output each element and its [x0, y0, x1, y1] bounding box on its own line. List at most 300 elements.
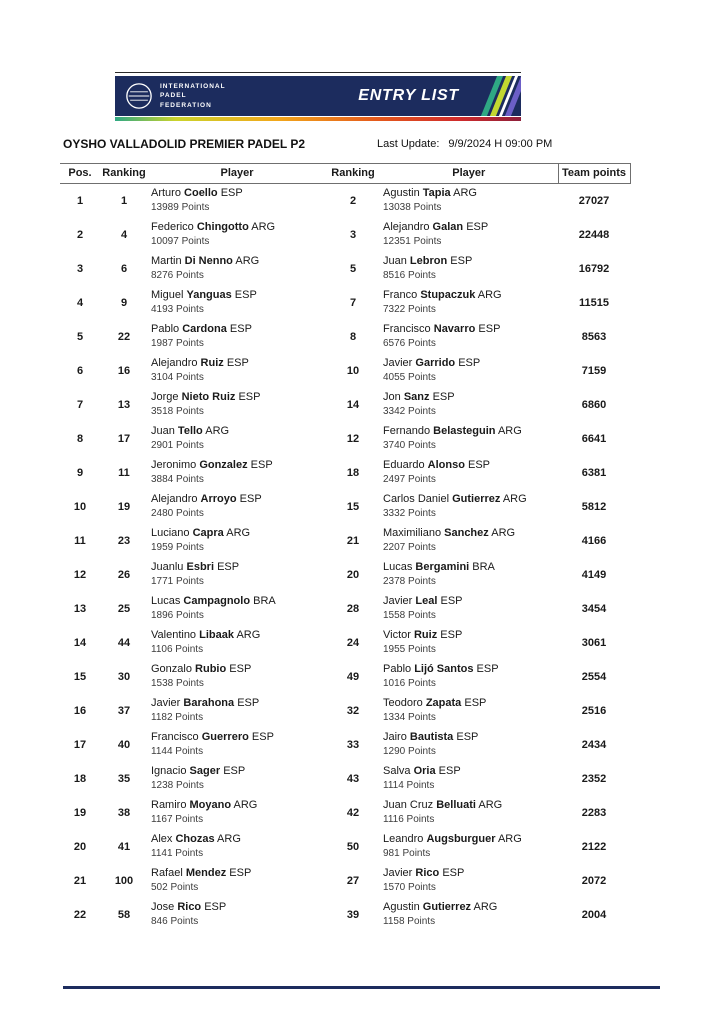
player-name: [383, 561, 558, 574]
player-first-name: Miguel: [151, 289, 184, 301]
ranking-cell-1: 1: [120, 194, 128, 207]
team-points-cell: 11515: [579, 296, 609, 309]
team-points-cell: 27027: [578, 194, 610, 207]
table-row: [60, 490, 630, 524]
player-points: 502 Points: [151, 882, 199, 893]
player-first-name: Javier: [383, 357, 413, 369]
ranking-cell-2: 50: [346, 840, 360, 853]
player-cell-1: [148, 456, 326, 490]
team-points-cell: 2352: [581, 772, 607, 785]
player-last-name: Chingotto: [196, 221, 249, 233]
player-cell-2: [380, 184, 558, 219]
player-first-name: Fernando: [383, 425, 431, 437]
team-points-cell: 2554: [581, 670, 607, 683]
team-points-cell: 16792: [578, 262, 610, 275]
player-cell-2: [380, 422, 558, 456]
player-cell-1: [148, 524, 326, 558]
player-country: ESP: [440, 595, 463, 607]
table-row: [60, 524, 630, 558]
logo-line-3: FEDERATION: [160, 101, 212, 109]
player-cell-2: [380, 898, 558, 932]
last-update: [377, 138, 552, 150]
player-last-name: Chozas: [175, 833, 215, 845]
table-row: [60, 830, 630, 864]
ranking-cell-1: 40: [117, 738, 131, 751]
player-name: [383, 867, 558, 880]
player-cell-2: [380, 626, 558, 660]
player-country: ARG: [236, 629, 261, 641]
player-first-name: Carlos Daniel: [383, 493, 450, 505]
player-country: ARG: [497, 425, 522, 437]
player-last-name: Belasteguin: [433, 425, 496, 437]
player-cell-1: [148, 388, 326, 422]
player-first-name: Juan: [383, 255, 407, 267]
header-player-1: Player: [148, 164, 326, 184]
ranking-cell-1: 16: [117, 364, 131, 377]
team-points-cell: 3061: [581, 636, 607, 649]
ipf-logo-text: [160, 82, 226, 110]
player-cell-1: [148, 694, 326, 728]
player-country: ESP: [220, 187, 243, 199]
player-last-name: Coello: [184, 187, 218, 199]
table-row: [60, 252, 630, 286]
player-cell-2: [380, 830, 558, 864]
player-cell-1: [148, 286, 326, 320]
position-cell: 2: [76, 228, 84, 241]
player-last-name: Di Nenno: [184, 255, 233, 267]
table-row: [60, 796, 630, 830]
table-row: [60, 660, 630, 694]
player-last-name: Nieto Ruiz: [181, 391, 236, 403]
team-points-cell: 7159: [581, 364, 607, 377]
player-points: 1116 Points: [383, 814, 435, 825]
player-points: 1114 Points: [383, 780, 435, 791]
entry-table-header: [60, 164, 630, 184]
player-name: [383, 425, 558, 438]
player-first-name: Pablo: [383, 663, 412, 675]
player-country: ESP: [238, 391, 261, 403]
player-last-name: Bautista: [409, 731, 454, 743]
globe-icon: [125, 82, 153, 110]
player-name: [383, 187, 558, 200]
team-points-cell: 6641: [581, 432, 607, 445]
player-points: 8516 Points: [383, 270, 436, 281]
team-points-cell: 5812: [581, 500, 607, 513]
player-first-name: Agustin: [383, 901, 420, 913]
player-name: [151, 221, 326, 234]
ranking-cell-1: 13: [117, 398, 131, 411]
table-row: [60, 626, 630, 660]
player-last-name: Navarro: [433, 323, 476, 335]
player-country: ESP: [476, 663, 499, 675]
player-first-name: Franco: [383, 289, 418, 301]
player-name: [151, 731, 326, 744]
tournament-title: OYSHO VALLADOLID PREMIER PADEL P2: [63, 137, 306, 151]
team-points-cell: 6860: [581, 398, 607, 411]
player-name: [151, 867, 326, 880]
player-cell-1: [148, 320, 326, 354]
player-last-name: Lebron: [409, 255, 448, 267]
player-country: ARG: [453, 187, 477, 199]
player-points: 1144 Points: [151, 746, 204, 757]
player-points: 1141 Points: [151, 848, 204, 859]
player-first-name: Eduardo: [383, 459, 425, 471]
ranking-cell-2: 42: [346, 806, 360, 819]
player-points: 3104 Points: [151, 372, 204, 383]
header-ranking-2: Ranking: [326, 164, 380, 184]
player-country: ARG: [473, 901, 498, 913]
player-first-name: Leandro: [383, 833, 424, 845]
ranking-cell-2: 28: [346, 602, 360, 615]
player-cell-1: [148, 660, 326, 694]
player-country: ESP: [237, 697, 260, 709]
position-cell: 11: [74, 534, 86, 547]
ranking-cell-2: 24: [346, 636, 360, 649]
player-name: [151, 663, 326, 676]
player-points: 1182 Points: [151, 712, 204, 723]
player-last-name: Campagnolo: [183, 595, 251, 607]
ranking-cell-1: 9: [120, 296, 128, 309]
player-points: 981 Points: [383, 848, 431, 859]
ranking-cell-2: 33: [346, 738, 360, 751]
position-cell: 6: [76, 364, 84, 377]
player-first-name: Francisco: [151, 731, 199, 743]
team-points-cell: 2434: [581, 738, 607, 751]
player-name: [383, 527, 558, 540]
player-first-name: Teodoro: [383, 697, 423, 709]
player-points: 7322 Points: [383, 304, 436, 315]
ranking-cell-1: 23: [117, 534, 131, 547]
player-cell-1: [148, 558, 326, 592]
player-country: ARG: [226, 527, 251, 539]
player-points: 1158 Points: [383, 916, 436, 927]
player-points: 846 Points: [151, 916, 199, 927]
player-name: [383, 493, 558, 506]
player-cell-1: [148, 218, 326, 252]
player-cell-2: [380, 728, 558, 762]
player-name: [383, 357, 558, 370]
ranking-cell-1: 25: [117, 602, 131, 615]
position-cell: 3: [76, 262, 84, 275]
player-last-name: Galan: [432, 221, 464, 233]
ranking-cell-1: 44: [117, 636, 131, 649]
player-points: 1959 Points: [151, 542, 204, 553]
table-row: [60, 218, 630, 252]
table-row: [60, 388, 630, 422]
player-cell-2: [380, 796, 558, 830]
table-row: [60, 762, 630, 796]
player-name: [151, 255, 326, 268]
player-name: [383, 391, 558, 404]
player-last-name: Libaak: [199, 629, 234, 641]
player-first-name: Lucas: [151, 595, 181, 607]
player-last-name: Alonso: [427, 459, 465, 471]
player-name: [151, 187, 326, 200]
player-name: [151, 289, 326, 302]
player-name: [151, 629, 326, 642]
player-points: 12351 Points: [383, 236, 442, 247]
player-points: 13038 Points: [383, 202, 442, 213]
player-first-name: Lucas: [383, 561, 413, 573]
player-country: ARG: [477, 289, 502, 301]
player-points: 2480 Points: [151, 508, 204, 519]
player-points: 1896 Points: [151, 610, 204, 621]
player-country: ESP: [229, 663, 252, 675]
player-country: BRA: [472, 561, 495, 573]
player-points: 3518 Points: [151, 406, 204, 417]
player-last-name: Bergamini: [415, 561, 470, 573]
team-points-cell: 2072: [581, 874, 607, 887]
player-country: ESP: [466, 221, 489, 233]
team-points-cell: 8563: [581, 330, 607, 343]
player-cell-1: [148, 898, 326, 932]
player-name: [383, 289, 558, 302]
player-last-name: Tello: [177, 425, 203, 437]
table-row: [60, 286, 630, 320]
table-row: [60, 558, 630, 592]
player-points: 2497 Points: [383, 474, 436, 485]
player-first-name: Javier: [383, 595, 413, 607]
player-last-name: Rubio: [195, 663, 227, 675]
ranking-cell-1: 11: [118, 466, 130, 479]
player-name: [383, 833, 558, 846]
player-points: 1987 Points: [151, 338, 204, 349]
player-cell-2: [380, 694, 558, 728]
player-last-name: Moyano: [189, 799, 232, 811]
entry-rows: [60, 184, 630, 933]
position-cell: 15: [73, 670, 87, 683]
bottom-rule: [63, 986, 660, 989]
player-name: [151, 357, 326, 370]
player-name: [383, 459, 558, 472]
ranking-cell-1: 41: [117, 840, 131, 853]
player-first-name: Juan: [151, 425, 175, 437]
table-row: [60, 898, 630, 932]
player-country: ESP: [468, 459, 491, 471]
player-country: ESP: [223, 765, 246, 777]
player-cell-1: [148, 626, 326, 660]
player-cell-2: [380, 524, 558, 558]
player-cell-1: [148, 184, 326, 219]
player-name: [383, 765, 558, 778]
player-cell-2: [380, 354, 558, 388]
player-last-name: Cardona: [182, 323, 227, 335]
player-name: [383, 221, 558, 234]
ranking-cell-2: 7: [349, 296, 357, 309]
ipf-logo: [125, 82, 226, 110]
ranking-cell-2: 2: [349, 194, 357, 207]
player-first-name: Luciano: [151, 527, 190, 539]
player-country: ESP: [226, 357, 249, 369]
player-last-name: Augsburguer: [426, 833, 496, 845]
player-name: [383, 595, 558, 608]
table-row: [60, 456, 630, 490]
player-country: ESP: [204, 901, 227, 913]
header-ranking-1: Ranking: [100, 164, 148, 184]
player-points: 1538 Points: [151, 678, 204, 689]
player-country: ARG: [251, 221, 276, 233]
player-country: ARG: [233, 799, 258, 811]
player-last-name: Stupaczuk: [420, 289, 476, 301]
player-cell-1: [148, 490, 326, 524]
player-last-name: Ruiz: [200, 357, 224, 369]
table-row: [60, 694, 630, 728]
player-last-name: Oria: [413, 765, 436, 777]
player-cell-2: [380, 320, 558, 354]
header-pos: Pos.: [60, 164, 100, 184]
player-country: ESP: [478, 323, 501, 335]
player-name: [383, 663, 558, 676]
position-cell: 21: [73, 874, 87, 887]
player-name: [151, 765, 326, 778]
player-last-name: Ruiz: [413, 629, 438, 641]
banner-color-strip: [115, 117, 521, 121]
player-points: 2901 Points: [151, 440, 204, 451]
entry-table: [60, 163, 631, 932]
ranking-cell-1: 38: [117, 806, 131, 819]
team-points-cell: 2004: [581, 908, 607, 921]
player-country: ESP: [229, 323, 252, 335]
ranking-cell-2: 20: [346, 568, 360, 581]
player-last-name: Capra: [192, 527, 224, 539]
player-name: [151, 425, 326, 438]
player-cell-1: [148, 592, 326, 626]
player-name: [151, 833, 326, 846]
team-points-cell: 22448: [578, 228, 610, 241]
player-name: [151, 561, 326, 574]
player-first-name: Victor: [383, 629, 411, 641]
player-country: ARG: [491, 527, 516, 539]
player-cell-1: [148, 864, 326, 898]
ranking-cell-2: 39: [346, 908, 360, 921]
player-last-name: Leal: [415, 595, 438, 607]
player-name: [151, 595, 326, 608]
ranking-cell-1: 30: [117, 670, 131, 683]
player-points: 1016 Points: [383, 678, 436, 689]
logo-line-2: PADEL: [160, 92, 187, 100]
player-cell-1: [148, 728, 326, 762]
player-name: [383, 255, 558, 268]
ranking-cell-2: 3: [349, 228, 357, 241]
player-name: [151, 527, 326, 540]
ranking-cell-2: 18: [346, 466, 360, 479]
player-points: 3342 Points: [383, 406, 436, 417]
player-last-name: Belluati: [436, 799, 476, 811]
player-name: [151, 697, 326, 710]
player-first-name: Javier: [383, 867, 413, 879]
position-cell: 14: [73, 636, 87, 649]
player-points: 8276 Points: [151, 270, 204, 281]
player-points: 1238 Points: [151, 780, 204, 791]
player-cell-2: [380, 218, 558, 252]
player-last-name: Yanguas: [186, 289, 232, 301]
player-points: 2207 Points: [383, 542, 436, 553]
player-points: 3332 Points: [383, 508, 436, 519]
last-update-value: 9/9/2024 H 09:00 PM: [448, 138, 553, 150]
ranking-cell-2: 21: [346, 534, 360, 547]
player-last-name: Lijó Santos: [414, 663, 474, 675]
player-first-name: Jorge: [151, 391, 179, 403]
player-first-name: Juanlu: [151, 561, 184, 573]
player-name: [151, 391, 326, 404]
position-cell: 7: [76, 398, 84, 411]
table-row: [60, 184, 630, 219]
player-name: [151, 459, 326, 472]
player-cell-2: [380, 456, 558, 490]
team-points-cell: 2283: [581, 806, 607, 819]
player-points: 1955 Points: [383, 644, 436, 655]
player-country: ESP: [458, 357, 481, 369]
player-country: ARG: [205, 425, 230, 437]
player-points: 10097 Points: [151, 236, 210, 247]
player-first-name: Maximiliano: [383, 527, 442, 539]
player-cell-2: [380, 252, 558, 286]
player-last-name: Sager: [189, 765, 221, 777]
team-points-cell: 2516: [581, 704, 607, 717]
player-points: 1167 Points: [151, 814, 204, 825]
ranking-cell-2: 8: [349, 330, 357, 343]
player-points: 1106 Points: [151, 644, 204, 655]
table-row: [60, 592, 630, 626]
player-cell-1: [148, 796, 326, 830]
player-first-name: Ignacio: [151, 765, 187, 777]
player-name: [383, 629, 558, 642]
ranking-cell-2: 10: [346, 364, 360, 377]
player-country: ESP: [229, 867, 252, 879]
ranking-cell-2: 27: [346, 874, 360, 887]
player-name: [383, 323, 558, 336]
player-first-name: Pablo: [151, 323, 180, 335]
team-points-cell: 4149: [581, 568, 607, 581]
ranking-cell-1: 22: [117, 330, 131, 343]
player-first-name: Alejandro: [151, 357, 198, 369]
player-cell-1: [148, 252, 326, 286]
player-country: ARG: [478, 799, 503, 811]
position-cell: 5: [76, 330, 84, 343]
player-first-name: Jose: [151, 901, 175, 913]
position-cell: 17: [73, 738, 87, 751]
position-cell: 19: [73, 806, 87, 819]
player-last-name: Gutierrez: [452, 493, 501, 505]
ranking-cell-1: 6: [120, 262, 128, 275]
ranking-cell-1: 19: [117, 500, 131, 513]
ranking-cell-1: 17: [117, 432, 131, 445]
player-first-name: Javier: [151, 697, 181, 709]
player-first-name: Jon: [383, 391, 401, 403]
player-points: 2378 Points: [383, 576, 436, 587]
table-row: [60, 864, 630, 898]
ranking-cell-1: 100: [114, 874, 134, 887]
player-first-name: Rafael: [151, 867, 183, 879]
player-points: 1558 Points: [383, 610, 436, 621]
player-name: [151, 901, 326, 914]
player-points: 6576 Points: [383, 338, 436, 349]
player-last-name: Arroyo: [200, 493, 237, 505]
player-country: ESP: [217, 561, 240, 573]
player-cell-2: [380, 490, 558, 524]
position-cell: 8: [76, 432, 84, 445]
ranking-cell-1: 35: [117, 772, 131, 785]
ranking-cell-2: 12: [346, 432, 360, 445]
player-name: [151, 799, 326, 812]
player-last-name: Mendez: [185, 867, 227, 879]
player-cell-2: [380, 660, 558, 694]
table-row: [60, 728, 630, 762]
player-name: [383, 731, 558, 744]
player-name: [383, 799, 558, 812]
player-last-name: Sanz: [403, 391, 430, 403]
player-points: 13989 Points: [151, 202, 210, 213]
